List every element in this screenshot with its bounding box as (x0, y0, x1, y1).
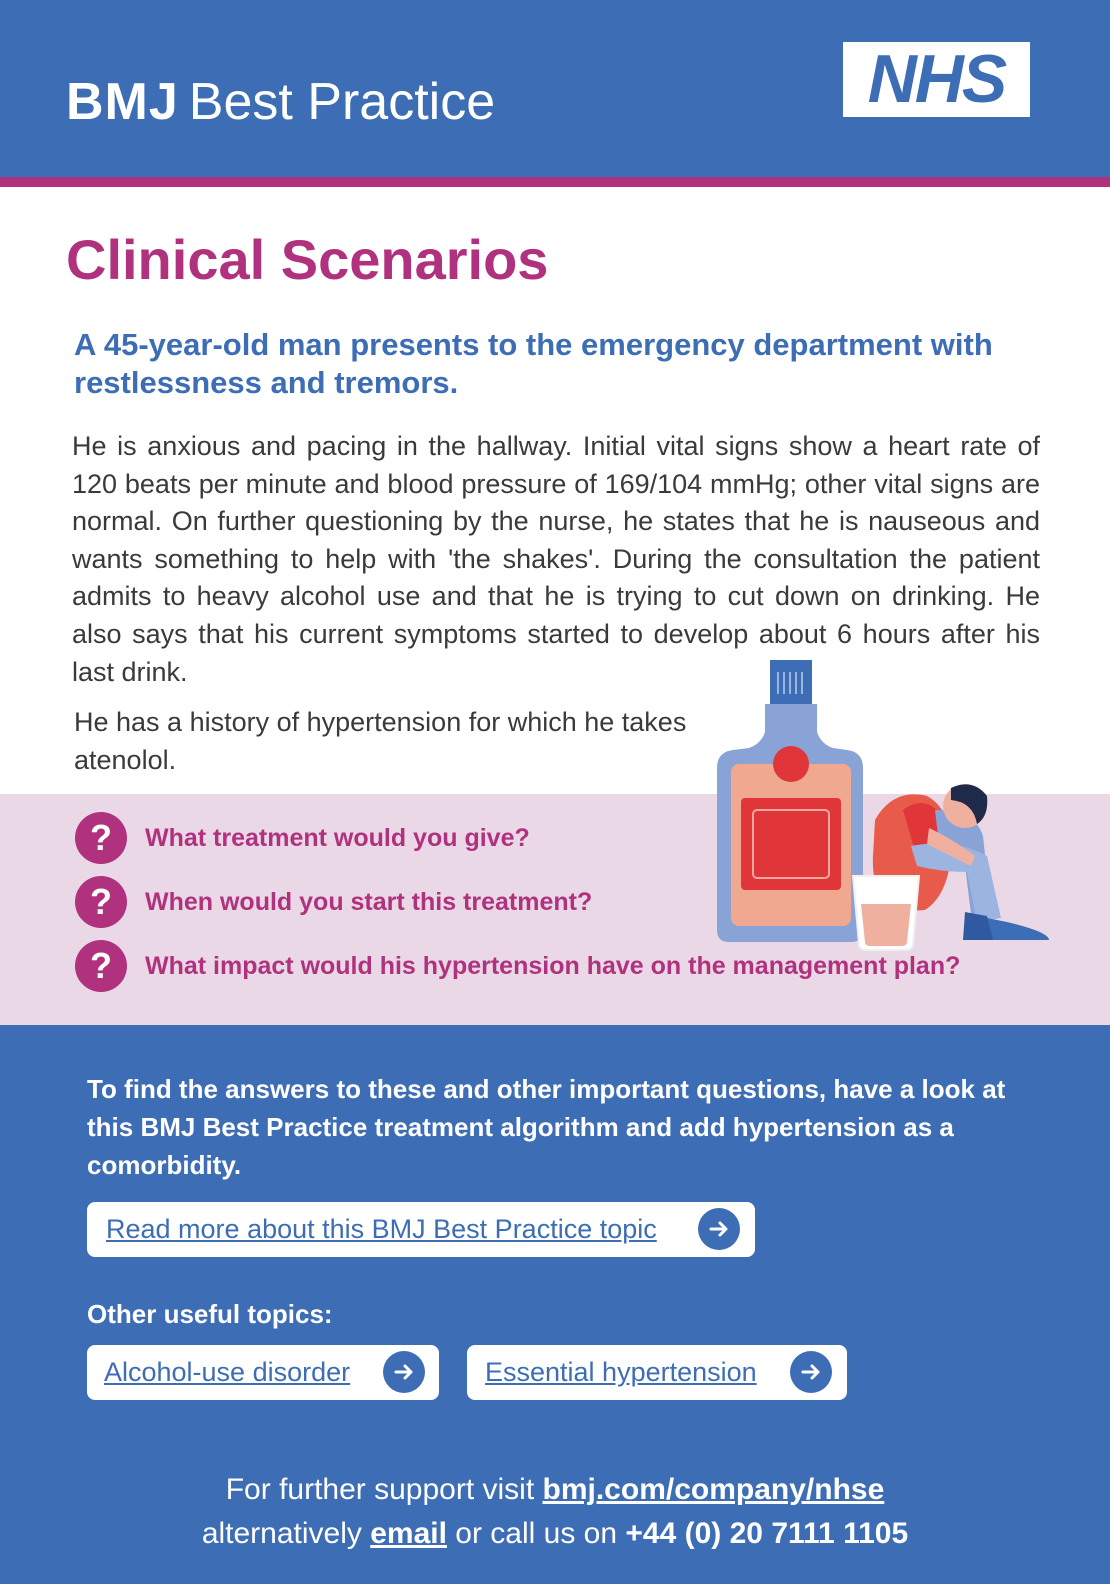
bottle-seal-shape (773, 746, 809, 782)
arrow-right-icon (698, 1208, 740, 1250)
read-more-link-button[interactable] (87, 1202, 755, 1257)
footer-call-text: or call us on (455, 1517, 618, 1550)
footer-phone-number: +44 (0) 20 7111 1105 (625, 1517, 909, 1550)
arrow-right-icon (383, 1351, 425, 1393)
cta-text: To find the answers to these and other important questions, have a look at this BMJ Best Practice treatment algorithm and add hypertension as a comorbidity. (87, 1074, 1006, 1180)
scenario-paragraph-2: He has a history of hypertension for which he takes atenolol. (74, 707, 687, 775)
brand-bold-text: BMJ (66, 73, 179, 131)
bottle-label-shape (741, 798, 841, 890)
question-mark-icon: ? (75, 812, 127, 864)
footer-support-text: For further support visit (225, 1473, 535, 1506)
scenario-heading: A 45-year-old man presents to the emergency department with restlessness and tremors. (74, 327, 993, 400)
question-text: What impact would his hypertension have on the management plan? (145, 951, 961, 980)
footer-line-1 (0, 1468, 1110, 1512)
question-text: What treatment would you give? (145, 823, 530, 852)
page-title: Clinical Scenarios (66, 228, 549, 291)
question-item (75, 876, 592, 928)
header-bar (0, 0, 1110, 177)
read-more-link-label[interactable]: Read more about this BMJ Best Practice topic (106, 1214, 657, 1244)
scenario-paragraph-1: He is anxious and pacing in the hallway. Initial vital signs show a heart rate of 120 beats per minute and blood pressure of 169/104 mmHg; other vital signs are normal. On further questioning by the nurse, he states that he is nauseous and wants something to help with 'the shakes'. During the consultation the patient admits to heavy alcohol use and that he is trying to cut down on drinking. He also says that his current symptoms started to develop about 6 hours after his last drink. (72, 431, 1040, 687)
nhs-logo (843, 42, 1030, 117)
header-divider (0, 177, 1110, 187)
nhs-logo-text: NHS (867, 41, 1006, 117)
other-topics-label: Other useful topics: (87, 1299, 333, 1329)
footer-line-2 (0, 1512, 1110, 1556)
topic-essential-hypertension-label[interactable]: Essential hypertension (485, 1357, 757, 1387)
topic-essential-hypertension-link[interactable] (467, 1345, 847, 1400)
footer-alternatively-text: alternatively (201, 1517, 362, 1550)
footer (0, 1468, 1110, 1556)
footer-email-link[interactable]: email (370, 1517, 447, 1550)
topic-alcohol-use-disorder-label[interactable]: Alcohol-use disorder (104, 1357, 351, 1387)
topic-alcohol-use-disorder-link[interactable] (87, 1345, 439, 1400)
question-item (75, 812, 530, 864)
brand-light-text: Best Practice (188, 73, 496, 131)
glass-liquid-shape (861, 904, 911, 946)
arrow-right-icon (790, 1351, 832, 1393)
question-mark-icon: ? (75, 876, 127, 928)
question-mark-icon: ? (75, 940, 127, 992)
footer-website-link[interactable]: bmj.com/company/nhse (542, 1473, 885, 1506)
bmj-best-practice-logo (66, 70, 495, 134)
alcohol-bottle-and-distressed-person-illustration (715, 660, 1065, 960)
question-text: When would you start this treatment? (145, 887, 593, 916)
